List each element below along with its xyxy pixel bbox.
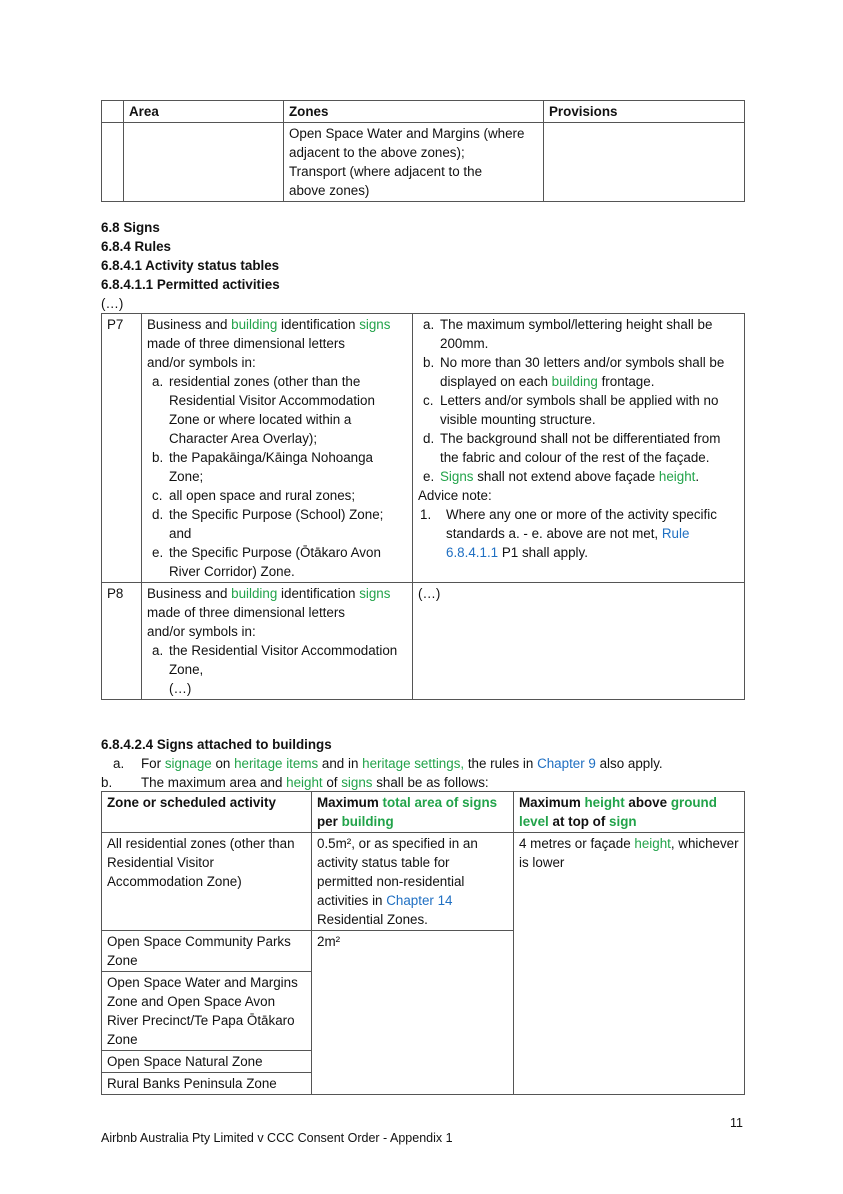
zone-header: Zone or scheduled activity <box>102 792 312 833</box>
blank-header-cell <box>102 101 124 123</box>
chapter-9-link[interactable]: Chapter 9 <box>537 756 596 771</box>
height-cell: 4 metres or façade height, whichever is lower <box>514 833 745 1095</box>
chapter-14-link[interactable]: Chapter 14 <box>386 893 453 908</box>
rule-activity: Business and building identification signs made of three dimensional letters and/or symbols in: a. residential zones (other than the Residential Visitor Accommodation Zone or where located within a Character Area Overlay); b. the Papakāinga/Kāinga Nohoanga Zone; c. all open space and rural zones; d. the Specific Purpose (School) Zone; and e. the Specific Purpose (Ōtākaro Avon River Corridor) Zone. <box>142 314 413 583</box>
heading-rules: 6.8.4 Rules <box>101 239 171 254</box>
list-item: c. all open space and rural zones; <box>152 488 356 503</box>
zones-table <box>101 100 745 202</box>
rule-activity: Business and building identification signs made of three dimensional letters and/or symbols in: a. the Residential Visitor Accommodation Zone, (…) <box>142 583 413 700</box>
page-number: 11 <box>730 1116 743 1130</box>
zone-cell: Rural Banks Peninsula Zone <box>102 1073 312 1095</box>
para-b: b. The maximum area and height of signs shall be as follows: <box>101 775 489 790</box>
list-item: b. No more than 30 letters and/or symbols shall be displayed on each building frontage. <box>423 355 725 389</box>
table-row <box>102 583 745 700</box>
sign-area-table <box>101 791 745 1095</box>
zone-cell: Open Space Natural Zone <box>102 1051 312 1073</box>
zone-cell: Open Space Community Parks Zone <box>102 931 312 972</box>
rule-provisions <box>413 314 745 583</box>
area-cell: 0.5m², or as specified in an activity status table for permitted non-residential activities in Chapter 14 Residential Zones. <box>312 833 514 931</box>
heading-permitted: 6.8.4.1.1 Permitted activities <box>101 277 280 292</box>
heading-signs: 6.8 Signs <box>101 220 160 235</box>
height-header: Maximum height above ground level at top of sign <box>514 792 745 833</box>
list-item: d. the Specific Purpose (School) Zone; and <box>152 507 384 541</box>
rule-provisions: (…) <box>413 583 745 700</box>
list-item: a. The maximum symbol/lettering height shall be 200mm. <box>423 317 713 351</box>
heading-activity-tables: 6.8.4.1 Activity status tables <box>101 258 280 273</box>
zone-cell: All residential zones (other than Residential Visitor Accommodation Zone) <box>102 833 312 931</box>
zones-cell: Open Space Water and Margins (where adjacent to the above zones); Transport (where adjacent to the above zones) <box>284 123 544 202</box>
rule-code: P7 <box>102 314 142 583</box>
list-item: a. the Residential Visitor Accommodation Zone, (…) <box>152 643 398 696</box>
table-row <box>102 314 745 583</box>
zone-cell: Open Space Water and Margins Zone and Open Space Avon River Precinct/Te Papa Ōtākaro Zone <box>102 972 312 1051</box>
list-item: c. Letters and/or symbols shall be applied with no visible mounting structure. <box>423 393 719 427</box>
area-header: Area <box>124 101 284 123</box>
para-a: a. For signage on heritage items and in heritage settings, the rules in Chapter 9 also apply. <box>113 756 663 771</box>
provisions-header: Provisions <box>544 101 745 123</box>
list-item: b. the Papakāinga/Kāinga Nohoanga Zone; <box>152 450 374 484</box>
advice-note-title: Advice note: <box>418 488 492 503</box>
list-item: e. the Specific Purpose (Ōtākaro Avon River Corridor) Zone. <box>152 545 381 579</box>
zones-header: Zones <box>284 101 544 123</box>
list-item: e. Signs shall not extend above façade height. <box>423 469 700 484</box>
section-heading: 6.8.4.2.4 Signs attached to buildings <box>101 737 332 752</box>
area-header: Maximum total area of signs per building <box>312 792 514 833</box>
ellipsis: (…) <box>101 296 124 311</box>
section-signs-attached <box>101 735 744 792</box>
headings <box>101 218 280 313</box>
list-item: a. residential zones (other than the Residential Visitor Accommodation Zone or where located within a Character Area Overlay); <box>152 374 375 446</box>
advice-note: 1. Where any one or more of the activity specific standards a. - e. above are not met, Rule 6.8.4.1.1 P1 shall apply. <box>420 507 717 560</box>
rule-link[interactable]: Rule 6.8.4.1.1 <box>446 526 690 560</box>
permitted-activities-table <box>101 313 745 700</box>
table-row <box>102 833 745 931</box>
footer-text: Airbnb Australia Pty Limited v CCC Consent Order - Appendix 1 <box>101 1131 453 1145</box>
zone-list <box>147 372 407 581</box>
rule-code: P8 <box>102 583 142 700</box>
area-cell: 2m² <box>312 931 514 1095</box>
list-item: d. The background shall not be differentiated from the fabric and colour of the rest of the façade. <box>423 431 721 465</box>
